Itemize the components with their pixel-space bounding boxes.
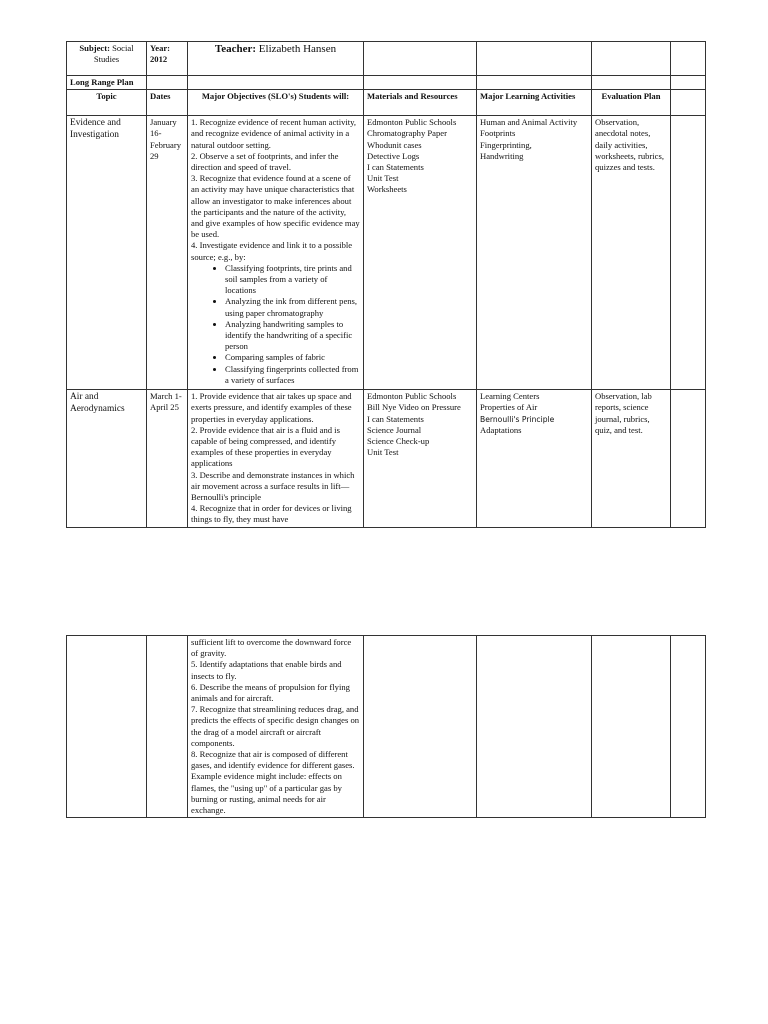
subject-cell <box>67 42 147 76</box>
objective-bullet-list <box>191 263 360 386</box>
teacher-value: Elizabeth Hansen <box>258 43 337 55</box>
objective-line: 2. Provide evidence that air is a fluid and is capable of being compressed, and identify examples of these properties in everyday applications <box>191 424 340 469</box>
teacher-label: Teacher: <box>214 43 257 55</box>
year-value: 2012 <box>150 54 168 65</box>
list-item: Science Check-up <box>367 436 430 447</box>
col-evaluation: Evaluation Plan <box>592 90 671 116</box>
objective-line: 1. Recognize evidence of recent human activity, and recognize evidence of animal activity in a natural outdoor setting. <box>191 117 357 150</box>
col-materials: Materials and Resources <box>364 90 477 116</box>
materials-cell <box>364 116 477 390</box>
topic-cell: Air and Aerodynamics <box>67 390 147 527</box>
evaluation-cell: Observation, lab reports, science journal, rubrics, quiz, and test. <box>592 390 671 527</box>
materials-cell <box>364 390 477 527</box>
list-item: Adaptations <box>480 424 522 435</box>
objectives-continuation-cell <box>188 636 364 818</box>
list-item: Edmonton Public Schools <box>367 391 457 402</box>
dates-cell: January 16- February 29 <box>147 116 188 390</box>
list-item: Unit Test <box>367 173 399 184</box>
list-item: Properties of Air <box>480 402 538 413</box>
objective-line: 1. Provide evidence that air takes up space and exerts pressure, and identify examples of these properties in everyday applications. <box>191 391 352 424</box>
list-item: Bill Nye Video on Pressure <box>367 402 461 413</box>
list-item: Edmonton Public Schools <box>367 117 457 128</box>
objective-line: 3. Describe and demonstrate instances in which air movement across a surface results in lift—Bernoulli's principle <box>191 469 355 503</box>
topic-cell: Evidence and Investigation <box>67 116 147 390</box>
activities-cell <box>477 390 592 527</box>
col-objectives: Major Objectives (SLO's) Students will: <box>188 90 364 116</box>
long-range-plan-table <box>66 41 706 528</box>
list-item: Footprints <box>480 128 516 139</box>
objective-line: 5. Identify adaptations that enable birds and insects to fly. <box>191 659 342 681</box>
list-item: I can Statements <box>367 162 424 173</box>
list-item: Worksheets <box>367 184 407 195</box>
objective-line: 4. Recognize that in order for devices or living things to fly, they must have <box>191 503 352 525</box>
objective-line: 3. Recognize that evidence found at a scene of an activity may have unique characteristics that allow an investigator to make inferences about the participants and the nature of the activity, and give examples of how specific evidence may be used. <box>191 173 360 240</box>
list-item: Unit Test <box>367 447 399 458</box>
table-row <box>67 116 706 390</box>
objective-line: 2. Observe a set of footprints, and infer the direction and speed of travel. <box>191 150 339 173</box>
objective-line: 7. Recognize that streamlining reduces drag, and predicts the effects of specific design changes on the drag of a model aircraft or aircraft components. <box>191 704 360 748</box>
objective-line: 4. Investigate evidence and link it to a possible source; e.g., by: <box>191 240 353 262</box>
activities-cell <box>477 116 592 390</box>
plan-title-row <box>67 76 706 90</box>
list-item: Science Journal <box>367 424 422 435</box>
list-item: • Comparing samples of fabric <box>225 352 360 363</box>
list-item: • Analyzing the ink from different pens, using paper chromatography <box>225 296 360 318</box>
long-range-plan-label: Long Range Plan <box>67 76 147 90</box>
table-row <box>67 636 706 818</box>
objective-line: sufficient lift to overcome the downward force of gravity. <box>191 637 352 659</box>
list-item: Learning Centers <box>480 391 540 402</box>
col-topic: Topic <box>67 90 147 116</box>
col-dates: Dates <box>147 90 188 116</box>
teacher-cell <box>188 42 364 76</box>
table-row <box>67 390 706 527</box>
header-row <box>67 42 706 76</box>
objective-line: 6. Describe the means of propulsion for flying animals and for aircraft. <box>191 681 350 704</box>
list-item: I can Statements <box>367 413 424 424</box>
list-item: Human and Animal Activity <box>480 117 578 128</box>
year-cell <box>147 42 188 76</box>
list-item: Handwriting <box>480 150 524 161</box>
list-item: Whodunit cases <box>367 139 422 150</box>
subject-label: Subject: <box>79 43 110 53</box>
objectives-cell <box>188 390 364 527</box>
evaluation-cell: Observation, anecdotal notes, daily activities, worksheets, rubrics, quizzes and tests. <box>592 116 671 390</box>
list-item: • Analyzing handwriting samples to identify the handwriting of a specific person <box>225 319 360 353</box>
column-header-row <box>67 90 706 116</box>
continuation-table <box>66 635 706 818</box>
list-item: • Classifying fingerprints collected from a variety of surfaces <box>225 364 360 386</box>
dates-cell: March 1- April 25 <box>147 390 188 527</box>
col-activities: Major Learning Activities <box>477 90 592 116</box>
list-item: Bernoulli's Principle <box>480 414 555 424</box>
year-label: Year: <box>150 43 171 53</box>
list-item: Chromatography Paper <box>367 128 447 139</box>
objectives-cell <box>188 116 364 390</box>
subject-value: Social Studies <box>93 43 134 65</box>
list-item: Fingerprinting, <box>480 139 532 150</box>
objective-line: 8. Recognize that air is composed of different gases, and identify evidence for different gases. Example evidence might include: effects on flames, the "using up" of a particular gas by burning or rusting, animal needs for air exchange. <box>191 749 355 816</box>
list-item: • Classifying footprints, tire prints and soil samples from a variety of locations <box>225 263 360 297</box>
list-item: Detective Logs <box>367 150 420 161</box>
